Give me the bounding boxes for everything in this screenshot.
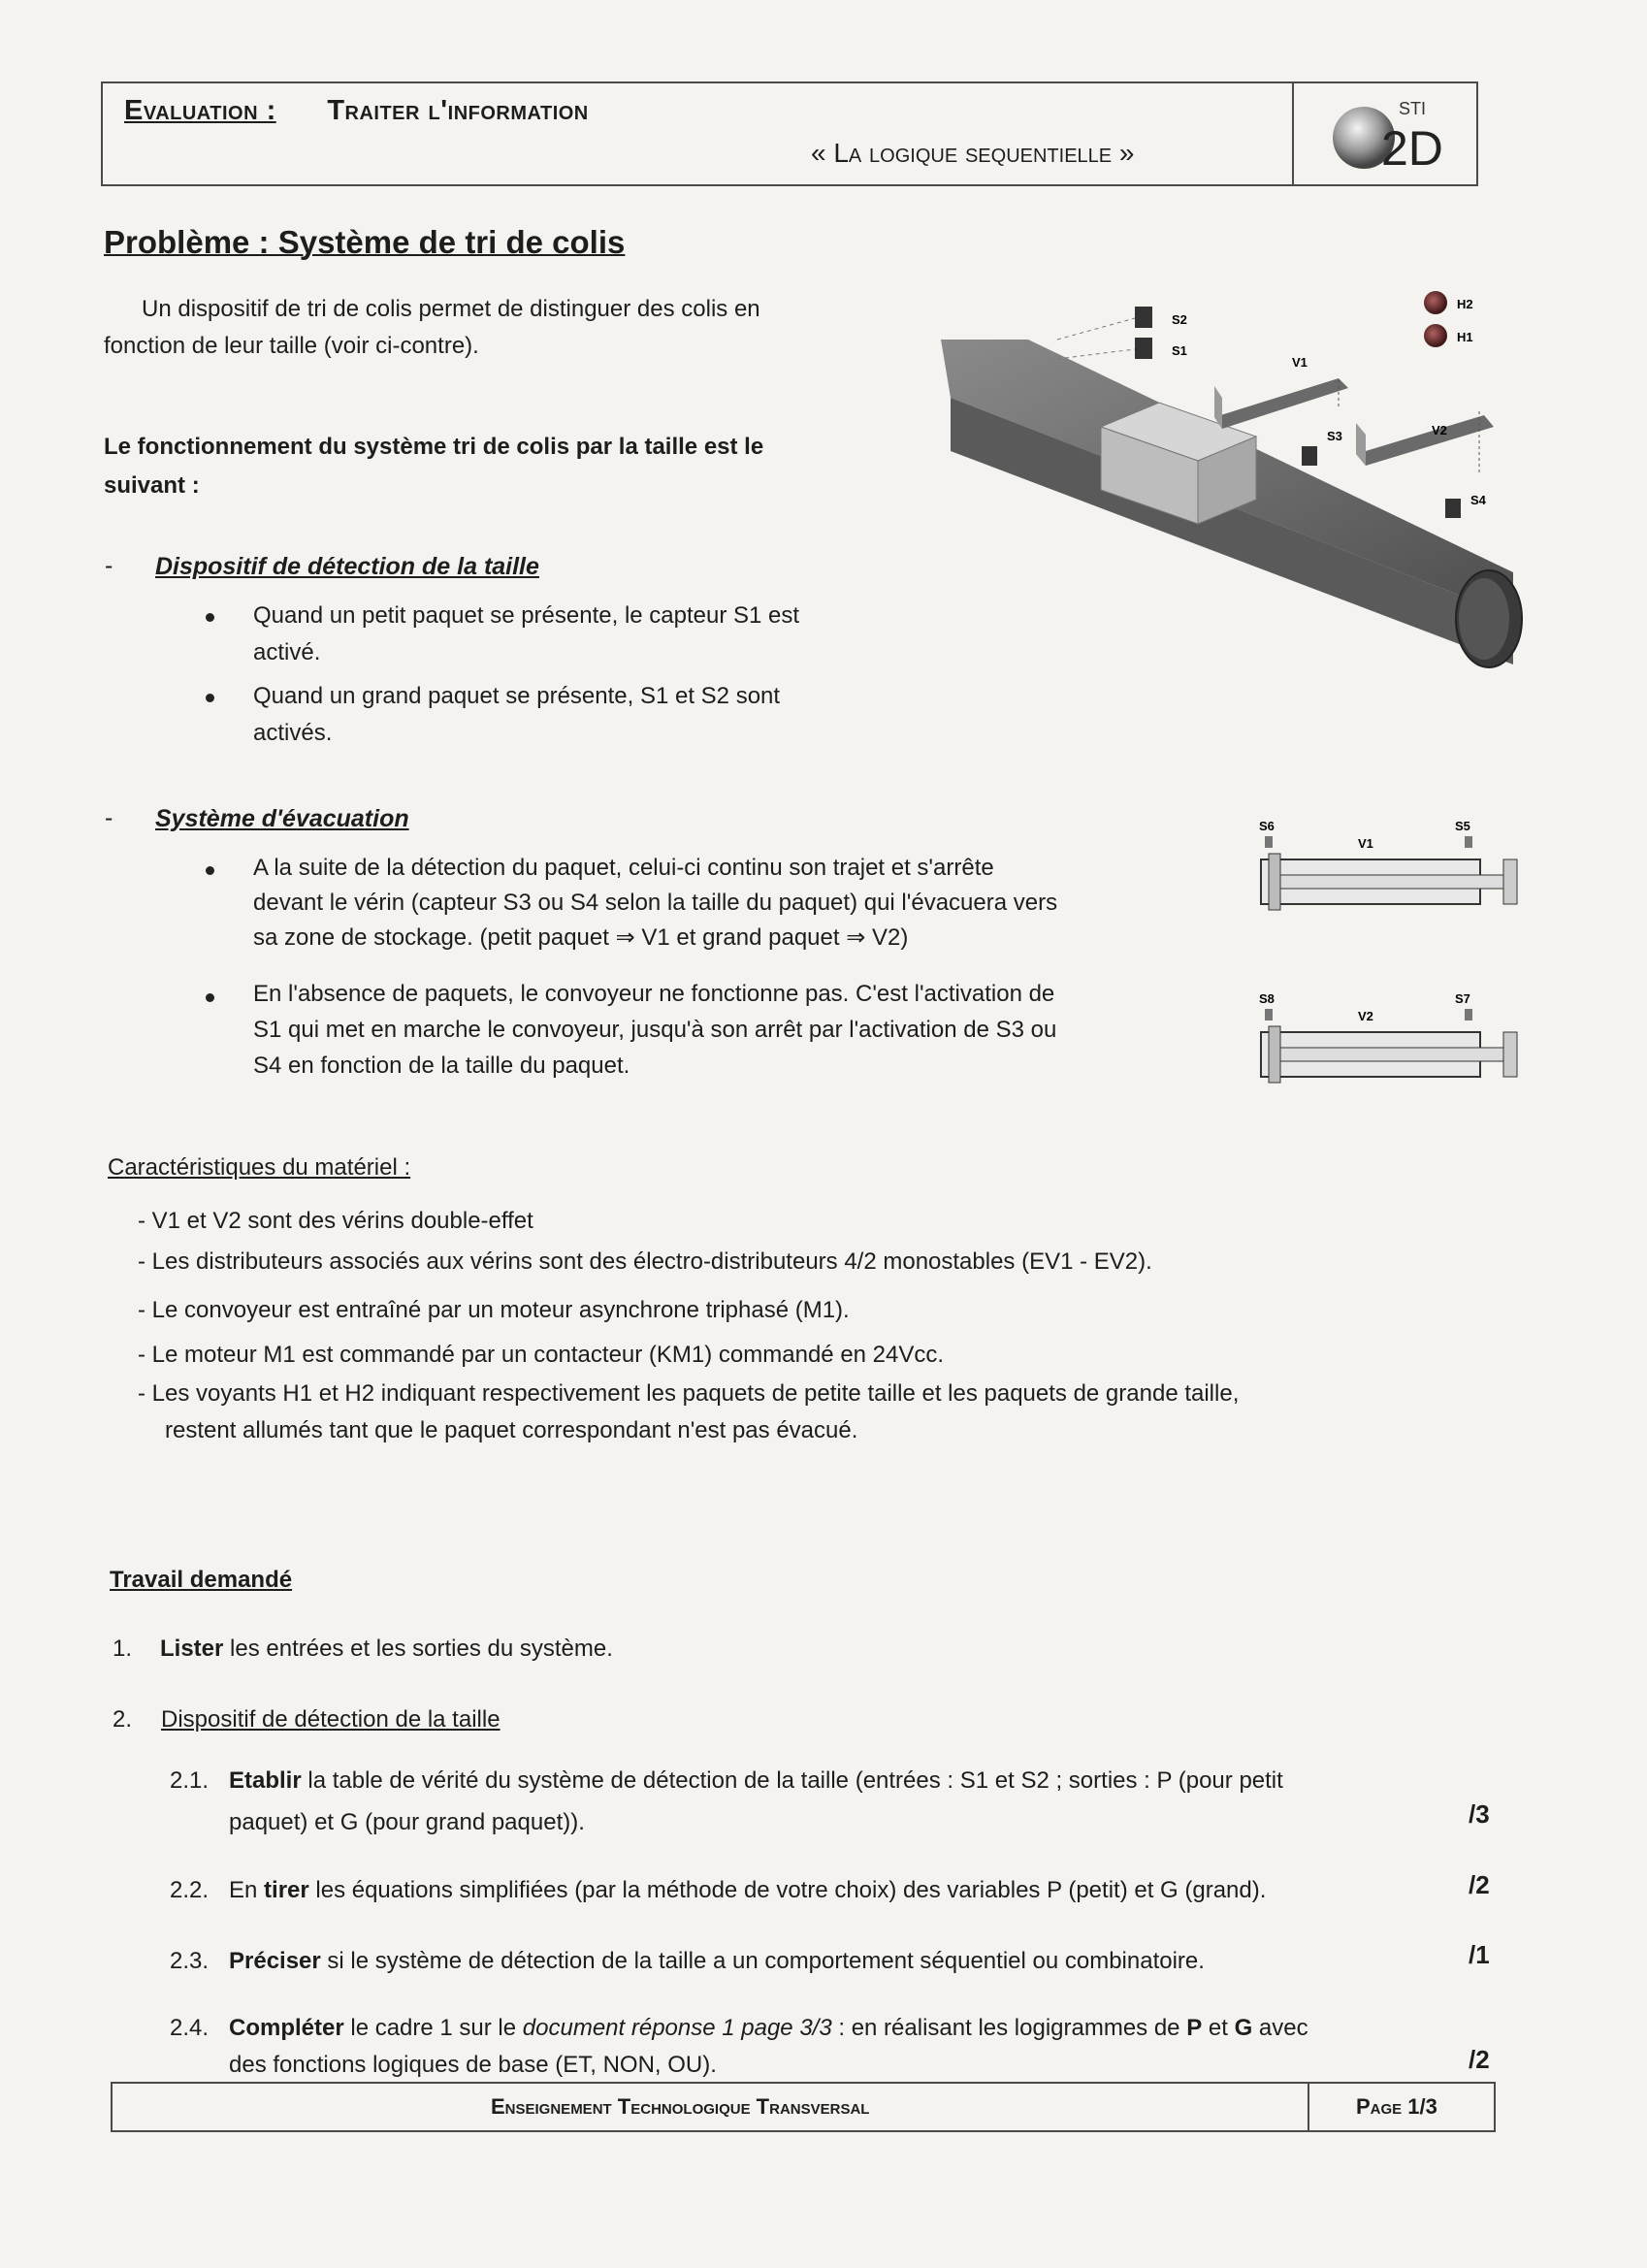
q2-number: 2. [113, 1706, 133, 1733]
header-left [124, 95, 589, 127]
piston-rod [1280, 875, 1513, 889]
intro-line-2: fonction de leur taille (voir ci-contre). [104, 333, 479, 359]
q23-text: si le système de détection de la taille a un comportement séquentiel ou combinatoire. [320, 1948, 1205, 1974]
q23-score: /1 [1469, 1940, 1490, 1969]
label-h1: H1 [1457, 330, 1473, 344]
topic-label: « La logique sequentielle » [811, 138, 1135, 168]
footer-divider [1308, 2084, 1309, 2130]
q22-text: les équations simplifiées (par la méthode de votre choix) des variables P (petit) et G (grand). [308, 1877, 1267, 1903]
caracteristiques-heading: Caractéristiques du matériel : [108, 1154, 411, 1181]
q22-line [229, 1872, 1266, 1909]
bullet-dot [206, 613, 214, 622]
evacuation-heading: Système d'évacuation [155, 805, 409, 832]
q21-line-1 [229, 1763, 1283, 1799]
q1-number: 1. [113, 1636, 133, 1662]
page-number: Page 1/3 [1356, 2094, 1437, 2119]
q24-doc-ref: document réponse 1 page 3/3 [522, 2015, 832, 2041]
label-s7: S7 [1455, 991, 1470, 1006]
cylinder-v2-diagram [1251, 988, 1533, 1104]
rod-end [1503, 859, 1517, 904]
sensor-s8 [1265, 1009, 1273, 1021]
q22-score: /2 [1469, 1870, 1490, 1899]
ram-v1-rod [1214, 378, 1348, 429]
q24-line-1 [229, 2010, 1308, 2047]
q22-pre: En [229, 1877, 265, 1903]
label-h2: H2 [1457, 297, 1473, 311]
q24-line-2: des fonctions logiques de base (ET, NON, OU). [229, 2052, 717, 2078]
q21-text: la table de vérité du système de détection de la taille (entrées : S1 et S2 ; sorties : P (pour petit [301, 1767, 1283, 1794]
evacuation-b2-l2: S1 qui met en marche le convoyeur, jusqu'à son arrêt par l'activation de S3 ou [253, 1017, 1057, 1043]
q23-line [229, 1943, 1205, 1980]
q24-score: /2 [1469, 2045, 1490, 2074]
label-s2: S2 [1172, 312, 1187, 327]
label-s1: S1 [1172, 343, 1187, 358]
footer-box [111, 2082, 1496, 2132]
evaluation-label: Evaluation : [124, 95, 276, 126]
q21-number: 2.1. [170, 1767, 210, 1794]
label-v1: V1 [1292, 355, 1308, 370]
q24-p: P [1186, 2015, 1203, 2041]
q1-text: les entrées et les sorties du système. [223, 1636, 613, 1662]
label-s6: S6 [1259, 819, 1275, 833]
q24-and: et [1202, 2015, 1235, 2041]
ram-v2-head [1356, 423, 1366, 466]
q24-number: 2.4. [170, 2015, 210, 2041]
footer-left: Enseignement Technologique Transversal [491, 2094, 870, 2119]
sensor-s3 [1302, 446, 1317, 466]
sensor-s4 [1445, 499, 1461, 518]
dash-marker: - [105, 804, 113, 831]
page-title: Problème : Système de tri de colis [104, 224, 626, 260]
q2-text: Dispositif de détection de la taille [161, 1706, 501, 1733]
sti2d-logo [1306, 89, 1470, 178]
caract-item: - Les voyants H1 et H2 indiquant respectivement les paquets de petite taille et les paquets de grande taille, [138, 1380, 1240, 1407]
evacuation-b1-l1: A la suite de la détection du paquet, celui-ci continu son trajet et s'arrête [253, 855, 994, 881]
q1-line [160, 1631, 613, 1668]
rod-end [1503, 1032, 1517, 1077]
conveyor-roller-inner [1459, 578, 1509, 660]
caract-item: - Les distributeurs associés aux vérins sont des électro-distributeurs 4/2 monostables (EV1 - EV2). [138, 1248, 1152, 1275]
label-cyl-v1: V1 [1358, 836, 1373, 851]
lamp-h2 [1424, 291, 1447, 314]
detection-b1-l2: activé. [253, 639, 321, 665]
evacuation-b1-l2: devant le vérin (capteur S3 ou S4 selon la taille du paquet) qui l'évacuera vers [253, 890, 1058, 916]
detection-b1-l1: Quand un petit paquet se présente, le capteur S1 est [253, 602, 800, 629]
piston [1269, 854, 1280, 910]
ram-v2-rod [1356, 415, 1494, 466]
logo-top-text: STI [1399, 99, 1427, 118]
label-v2: V2 [1432, 423, 1447, 437]
header-box [101, 81, 1478, 186]
evacuation-b2-l1: En l'absence de paquets, le convoyeur ne fonctionne pas. C'est l'activation de [253, 981, 1055, 1007]
q24-mid: le cadre 1 sur le [343, 2015, 523, 2041]
q22-number: 2.2. [170, 1877, 210, 1903]
evacuation-b2-l3: S4 en fonction de la taille du paquet. [253, 1053, 630, 1079]
sensor-beam [1057, 349, 1135, 359]
q22-verb: tirer [264, 1877, 309, 1903]
cylinder-v1-diagram [1251, 815, 1533, 931]
dash-marker: - [105, 552, 113, 579]
label-s8: S8 [1259, 991, 1275, 1006]
caract-item: restent allumés tant que le paquet correspondant n'est pas évacué. [165, 1417, 858, 1443]
piston-rod [1280, 1048, 1513, 1061]
q24-end: avec [1252, 2015, 1308, 2041]
q24-verb: Compléter [229, 2015, 344, 2041]
detection-b2-l2: activés. [253, 720, 333, 746]
travail-heading: Travail demandé [110, 1567, 293, 1593]
header-divider [1292, 83, 1294, 184]
sensor-s7 [1465, 1009, 1472, 1021]
label-s4: S4 [1470, 493, 1486, 507]
q21-verb: Etablir [229, 1767, 302, 1794]
logo-main-text: 2D [1381, 121, 1443, 176]
label-cyl-v2: V2 [1358, 1009, 1373, 1023]
q21-line-2: paquet) et G (pour grand paquet)). [229, 1809, 585, 1835]
sensor-s1 [1135, 338, 1152, 359]
fonction-line-2: suivant : [104, 472, 200, 499]
subject-label: Traiter l'information [327, 95, 589, 126]
q23-verb: Préciser [229, 1948, 321, 1974]
caract-item: - Le convoyeur est entraîné par un moteur asynchrone triphasé (M1). [138, 1297, 850, 1323]
sensor-s2 [1135, 307, 1152, 328]
bullet-dot [206, 694, 214, 702]
label-s5: S5 [1455, 819, 1470, 833]
lamp-h1 [1424, 324, 1447, 347]
q1-verb: Lister [160, 1636, 224, 1662]
evacuation-b1-l3: sa zone de stockage. (petit paquet ⇒ V1 et grand paquet ⇒ V2) [253, 924, 909, 951]
caract-item: - V1 et V2 sont des vérins double-effet [138, 1208, 533, 1234]
detection-b2-l1: Quand un grand paquet se présente, S1 et S2 sont [253, 683, 781, 709]
caract-item: - Le moteur M1 est commandé par un contacteur (KM1) commandé en 24Vcc. [138, 1342, 945, 1368]
sensor-beam [1057, 318, 1135, 340]
q23-number: 2.3. [170, 1948, 210, 1974]
q24-rest: : en réalisant les logigrammes de [831, 2015, 1187, 2041]
fonction-line-1: Le fonctionnement du système tri de colis par la taille est le [104, 434, 764, 460]
detection-heading: Dispositif de détection de la taille [155, 553, 539, 580]
sensor-s5 [1465, 836, 1472, 848]
bullet-dot [206, 866, 214, 875]
label-s3: S3 [1327, 429, 1342, 443]
piston [1269, 1026, 1280, 1083]
q21-score: /3 [1469, 1799, 1490, 1829]
conveyor-diagram [941, 281, 1523, 689]
sensor-s6 [1265, 836, 1273, 848]
bullet-dot [206, 993, 214, 1002]
intro-line-1: Un dispositif de tri de colis permet de distinguer des colis en [142, 296, 760, 322]
q24-g: G [1234, 2015, 1253, 2041]
